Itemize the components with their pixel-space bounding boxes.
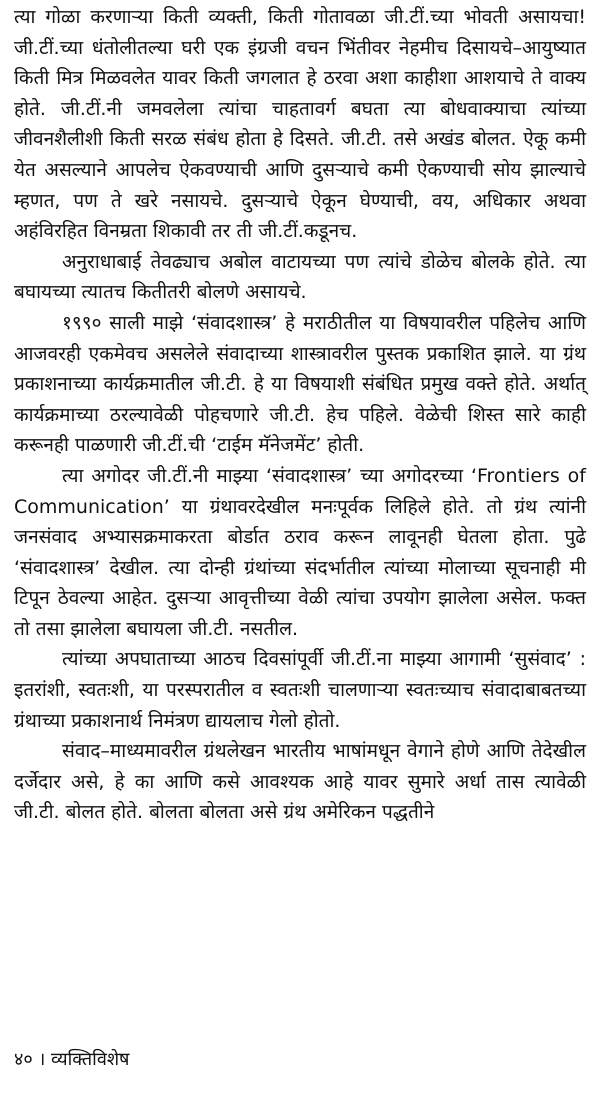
paragraph-continued: त्या गोळा करणाऱ्या किती व्यक्ती, किती गोतावळा जी.टीं.च्या भोवती असायचा! जी.टीं.च्या धंतोलीतल्या घरी एक इंग्रजी वचन भिंतीवर नेहमीच दिसायचे–आयुष्यात किती मित्र मिळवलेत यावर किती जगलात हे ठरवा अशा काहीशा आशयाचे ते वाक्य होते. जी.टीं.नी जमवलेला त्यांचा चाहतावर्ग बघता त्या बोधवाक्याचा त्यांच्या जीवनशैलीशी किती सरळ संबंध होता हे दिसते. जी.टी. तसे अखंड बोलत. ऐकू कमी येत असल्याने आपलेच ऐकवण्याची आणि दुसऱ्याचे कमी ऐकण्याची सोय झाल्याचे म्हणत, पण ते खरे नसायचे. दुसऱ्याचे ऐकून घेण्याची, वय, अधिकार अथवा अहंविरहित विनम्रता शिकावी तर ती जी.टीं.कडूनच. [14, 6, 586, 243]
paragraph-susamvad: त्यांच्या अपघाताच्या आठच दिवसांपूर्वी जी.टीं.ना माझ्या आगामी ‘सुसंवाद’ : इतरांशी, स्वतःशी, या परस्परातील व स्वतःशी चालणाऱ्या स्वतःच्याच संवादाबाबतच्या ग्रंथाच्या प्रकाशनार्थ निमंत्रण द्यायलाच गेलो होतो. [14, 648, 586, 732]
page-body [14, 2, 586, 828]
paragraph-granthlekhan: संवाद–माध्यमावरील ग्रंथलेखन भारतीय भाषांमधून वेगाने होणे आणि तेदेखील दर्जेदार असे, हे का आणि कसे आवश्यक आहे यावर सुमारे अर्धा तास त्यावेळी जी.टी. बोलत होते. बोलता बोलता असे ग्रंथ अमेरिकन पद्धतीने [14, 740, 586, 824]
paragraph-frontiers: त्या अगोदर जी.टीं.नी माझ्या ‘संवादशास्त्र’ च्या अगोदरच्या ‘Frontiers of Communication’ या ग्रंथावरदेखील मनःपूर्वक लिहिले होते. तो ग्रंथ त्यांनी जनसंवाद अभ्यासक्रमाकरता बोर्डात ठराव करून लावूनही घेतला होता. पुढे ‘संवादशास्त्र’ देखील. त्या दोन्ही ग्रंथांच्या संदर्भातील त्यांच्या मोलाच्या सूचनाही मी टिपून ठेवल्या आहेत. दुसऱ्या आवृत्तीच्या वेळी त्यांचा उपयोग झालेला असेल. फक्त तो तसा झालेला बघायला जी.टी. नसतील. [14, 464, 586, 640]
page-folio: ४० । व्यक्तिविशेष [14, 1049, 130, 1070]
paragraph-samvadshastra: १९९० साली माझे ‘संवादशास्त्र’ हे मराठीतील या विषयावरील पहिलेच आणि आजवरही एकमेवच असलेले संवादाच्या शास्त्रावरील पुस्तक प्रकाशित झाले. या ग्रंथ प्रकाशनाच्या कार्यक्रमातील जी.टी. हे या विषयाशी संबंधित प्रमुख वक्ते होते. अर्थात् कार्यक्रमाच्या ठरल्यावेळी पोहचणारे जी.टी. हेच पहिले. वेळेची शिस्त सारे काही करूनही पाळणारी जी.टीं.ची ‘टाईम मॅनेजमेंट’ होती. [14, 311, 586, 457]
paragraph-anuradhabai: अनुराधाबाई तेवढ्याच अबोल वाटायच्या पण त्यांचे डोळेच बोलके होते. त्या बघायच्या त्यातच कितीतरी बोलणे असायचे. [14, 250, 586, 304]
